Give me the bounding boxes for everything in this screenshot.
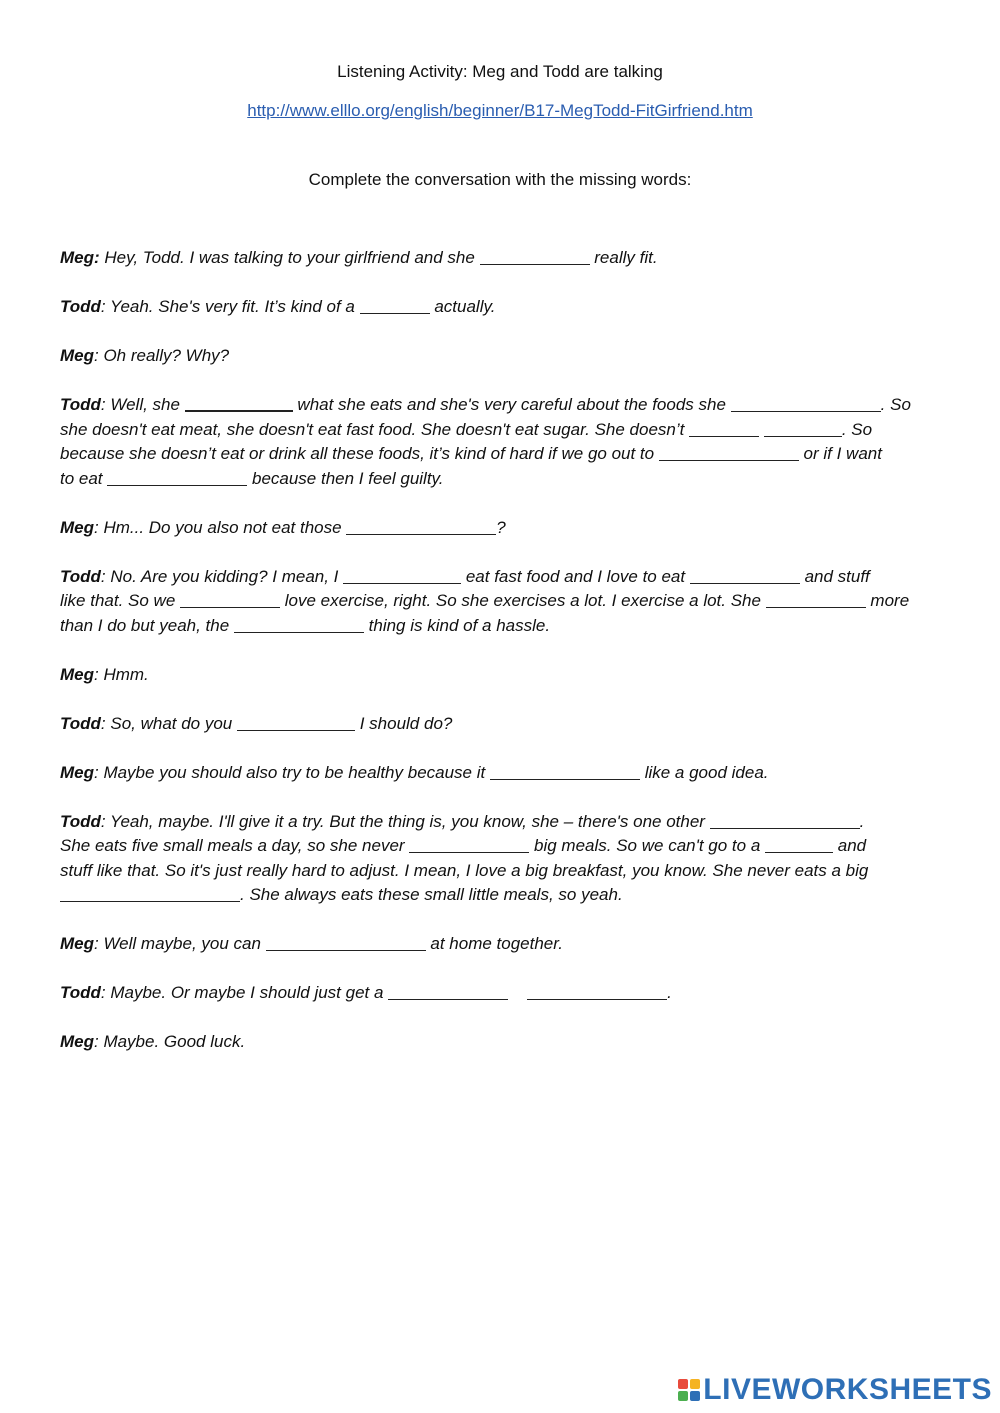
line-text: like that. So we	[60, 591, 181, 610]
blank-field[interactable]	[266, 934, 426, 951]
blank-field[interactable]	[659, 444, 799, 461]
blank-field[interactable]	[237, 714, 355, 731]
line-text: more	[865, 591, 910, 610]
logo-text: LIVEWORKSHEETS	[703, 1373, 992, 1406]
logo-square	[690, 1391, 700, 1401]
blank-field[interactable]	[764, 420, 842, 437]
blank-field[interactable]	[480, 248, 590, 265]
speaker-label: Meg	[60, 762, 94, 782]
blank-field[interactable]	[346, 518, 496, 535]
speaker-label: Todd	[60, 297, 101, 316]
line-text: : Well, she	[100, 395, 185, 414]
line-text: : Hmm.	[94, 664, 149, 684]
line-text: what she eats and she's very careful about the foods she	[292, 395, 731, 414]
line-text: eat fast food and I love to eat	[461, 566, 690, 586]
dialog-line	[60, 565, 940, 639]
blank-field[interactable]	[180, 591, 280, 608]
dialog-line	[60, 393, 940, 491]
line-text: . She always eats these small little meals, so yeah.	[240, 885, 623, 904]
line-text: big meals. So we can't go to a	[529, 836, 766, 855]
blank-field[interactable]	[388, 983, 508, 1000]
line-text: .	[859, 811, 865, 831]
blank-field[interactable]	[234, 616, 364, 633]
dialog-line	[60, 246, 940, 271]
blank-field[interactable]	[490, 763, 640, 780]
dialog-line	[60, 761, 940, 786]
blank-field[interactable]	[185, 394, 293, 412]
blank-field[interactable]	[527, 983, 667, 1000]
speaker-label: Meg	[60, 1032, 94, 1051]
line-text: Hey, Todd. I was talking to your girlfriend and she	[99, 248, 480, 267]
line-text: : Well maybe, you can	[94, 934, 266, 953]
line-text: She eats five small meals a day, so she never	[60, 836, 410, 855]
dialog-line	[60, 981, 940, 1006]
speaker-label: Todd	[60, 566, 101, 586]
line-text: and	[833, 836, 867, 855]
line-text: because then I feel guilty.	[247, 468, 444, 488]
speaker-label: Todd	[60, 983, 101, 1002]
source-link[interactable]: http://www.elllo.org/english/beginner/B17-MegTodd-FitGirfriend.htm	[247, 101, 753, 120]
line-text: : So, what do you	[100, 713, 237, 733]
logo-icon	[678, 1379, 700, 1401]
line-text: actually.	[429, 297, 496, 316]
blank-field[interactable]	[710, 812, 860, 829]
speaker-label: Meg	[60, 664, 94, 684]
logo-square	[690, 1379, 700, 1389]
line-text: thing is kind of a hassle.	[363, 615, 551, 635]
blank-field[interactable]	[731, 395, 881, 412]
blank-field[interactable]	[765, 836, 833, 853]
logo-square	[678, 1379, 688, 1389]
blank-field[interactable]	[360, 297, 430, 314]
line-text: : Hm... Do you also not eat those	[94, 517, 347, 537]
blank-field[interactable]	[409, 836, 529, 853]
line-text: because she doesn’t eat or drink all these foods, it’s kind of hard if we go out to	[60, 444, 659, 463]
liveworksheets-logo	[678, 1373, 992, 1407]
line-text: love exercise, right. So she exercises a lot. I exercise a lot. She	[280, 591, 766, 610]
gap-separator	[508, 983, 527, 1002]
line-text: ?	[496, 517, 506, 537]
dialog-line	[60, 1030, 940, 1055]
logo-square	[678, 1391, 688, 1401]
dialog-line	[60, 295, 940, 320]
line-text: : Yeah. She's very fit. It’s kind of a	[100, 297, 360, 316]
instructions: Complete the conversation with the missing words:	[308, 170, 692, 189]
speaker-label: Todd	[60, 395, 101, 414]
line-text: than I do but yeah, the	[60, 615, 234, 635]
line-text: : No. Are you kidding? I mean, I	[100, 566, 344, 586]
line-text: really fit.	[589, 248, 658, 267]
blank-field[interactable]	[766, 591, 866, 608]
line-text: she doesn't eat meat, she doesn't eat fast food. She doesn't eat sugar. She doesn’t	[60, 419, 690, 439]
line-text: or if I want	[798, 444, 882, 463]
line-text: : Maybe. Or maybe I should just get a	[100, 983, 389, 1002]
line-text: and stuff	[799, 566, 870, 586]
line-text: stuff like that. So it's just really hard to adjust. I mean, I love a big breakfast, you know. She never eats a big	[60, 860, 869, 880]
line-text: like a good idea.	[639, 762, 769, 782]
dialog-line	[60, 344, 940, 369]
blank-field[interactable]	[689, 420, 759, 437]
worksheet-title: Listening Activity: Meg and Todd are talking	[337, 62, 663, 81]
line-text: : Maybe you should also try to be healthy because it	[94, 762, 490, 782]
line-text: . So	[880, 395, 911, 414]
blank-field[interactable]	[107, 469, 247, 486]
speaker-label: Meg:	[60, 248, 100, 267]
dialog-line	[60, 810, 940, 908]
speaker-label: Meg	[60, 934, 94, 953]
dialog-line	[60, 663, 940, 688]
speaker-label: Todd	[60, 713, 101, 733]
dialog-line	[60, 516, 940, 541]
line-text: : Oh really? Why?	[94, 346, 230, 365]
speaker-label: Todd	[60, 811, 101, 831]
line-text: to eat	[60, 468, 108, 488]
line-text: at home together.	[425, 934, 564, 953]
blank-field[interactable]	[343, 567, 461, 584]
line-text: .	[667, 983, 672, 1002]
conversation	[60, 246, 940, 1079]
blank-field[interactable]	[60, 885, 240, 902]
speaker-label: Meg	[60, 517, 94, 537]
dialog-line	[60, 932, 940, 957]
line-text: : Yeah, maybe. I'll give it a try. But the thing is, you know, she – there's one other	[100, 811, 710, 831]
line-text: : Maybe. Good luck.	[94, 1032, 246, 1051]
speaker-label: Meg	[60, 346, 94, 365]
line-text: I should do?	[355, 713, 453, 733]
line-text: . So	[841, 419, 873, 439]
blank-field[interactable]	[690, 567, 800, 584]
dialog-line	[60, 712, 940, 737]
